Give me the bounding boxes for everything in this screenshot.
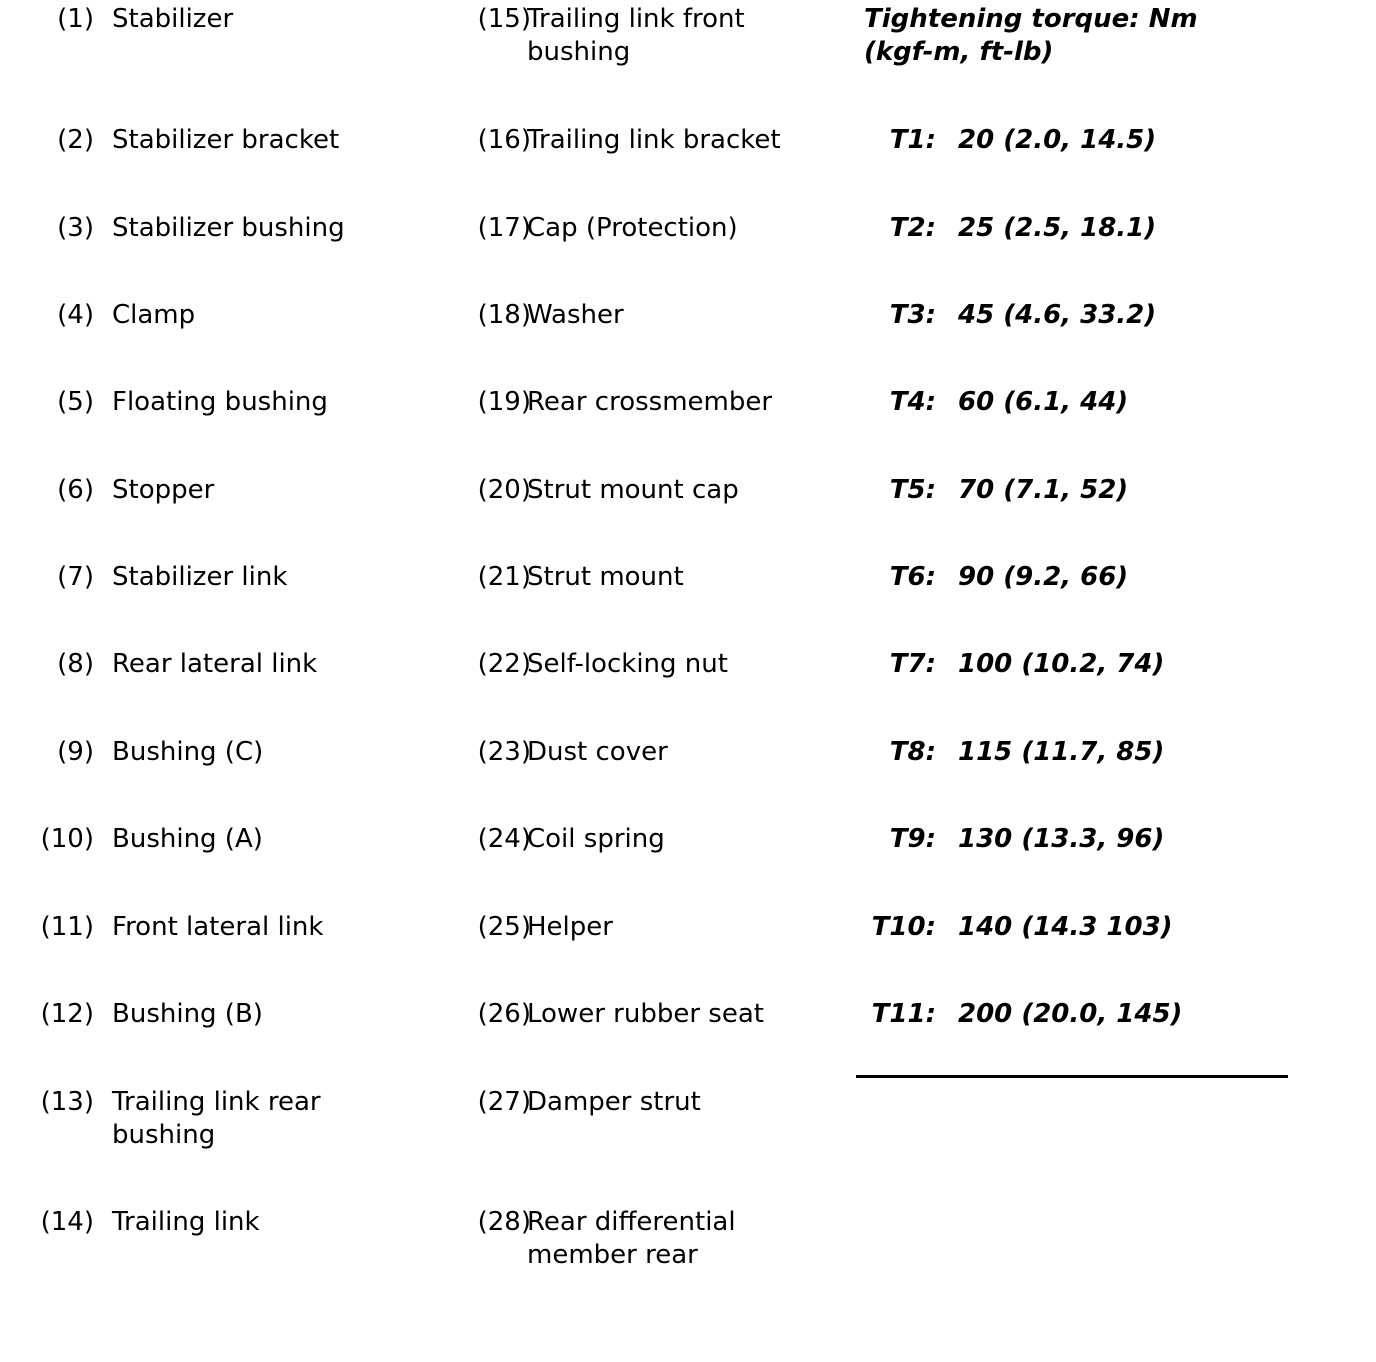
part-label: Cap (Protection) bbox=[527, 213, 738, 243]
part-number: (22) bbox=[477, 649, 531, 679]
part-number: (25) bbox=[477, 912, 531, 942]
torque-title: Tightening torque: Nm (kgf-m, ft-lb) bbox=[864, 4, 1198, 67]
part-number: (26) bbox=[477, 999, 531, 1029]
torque-value: 25 (2.5, 18.1) bbox=[958, 213, 1157, 243]
part-label: Bushing (A) bbox=[112, 824, 263, 854]
torque-key: T2: bbox=[889, 213, 936, 243]
part-number: (19) bbox=[477, 387, 531, 417]
part-number: (28) bbox=[477, 1207, 531, 1237]
torque-value: 60 (6.1, 44) bbox=[958, 387, 1129, 417]
torque-key: T8: bbox=[889, 737, 936, 767]
torque-key: T4: bbox=[889, 387, 936, 417]
part-label: Rear lateral link bbox=[112, 649, 318, 679]
part-label: Rear crossmember bbox=[527, 387, 773, 417]
part-number: (16) bbox=[477, 125, 531, 155]
part-number: (14) bbox=[40, 1207, 94, 1237]
part-number: (4) bbox=[57, 300, 94, 330]
part-label: Stabilizer link bbox=[112, 562, 288, 592]
divider bbox=[856, 1075, 1288, 1078]
part-label: Trailing link bracket bbox=[527, 125, 781, 155]
part-label: Self-locking nut bbox=[527, 649, 728, 679]
part-label: Lower rubber seat bbox=[527, 999, 764, 1029]
torque-key: T1: bbox=[889, 125, 936, 155]
part-number: (23) bbox=[477, 737, 531, 767]
part-label: Floating bushing bbox=[112, 387, 328, 417]
part-number: (20) bbox=[477, 475, 531, 505]
part-label: Washer bbox=[527, 300, 624, 330]
part-label: Coil spring bbox=[527, 824, 665, 854]
part-label: Bushing (C) bbox=[112, 737, 264, 767]
part-number: (10) bbox=[40, 824, 94, 854]
torque-value: 20 (2.0, 14.5) bbox=[958, 125, 1157, 155]
part-label: Stabilizer bbox=[112, 4, 234, 34]
part-label: Rear differential member rear bbox=[527, 1207, 736, 1270]
torque-key: T11: bbox=[871, 999, 936, 1029]
part-label: Stabilizer bushing bbox=[112, 213, 345, 243]
torque-value: 115 (11.7, 85) bbox=[958, 737, 1165, 767]
part-label: Dust cover bbox=[527, 737, 668, 767]
torque-value: 90 (9.2, 66) bbox=[958, 562, 1129, 592]
part-label: Stopper bbox=[112, 475, 215, 505]
part-label: Stabilizer bracket bbox=[112, 125, 340, 155]
part-label: Helper bbox=[527, 912, 613, 942]
torque-key: T9: bbox=[889, 824, 936, 854]
part-number: (6) bbox=[57, 475, 94, 505]
part-number: (2) bbox=[57, 125, 94, 155]
part-label: Front lateral link bbox=[112, 912, 324, 942]
part-number: (8) bbox=[57, 649, 94, 679]
part-number: (12) bbox=[40, 999, 94, 1029]
part-number: (11) bbox=[40, 912, 94, 942]
torque-value: 70 (7.1, 52) bbox=[958, 475, 1129, 505]
torque-value: 130 (13.3, 96) bbox=[958, 824, 1165, 854]
torque-key: T5: bbox=[889, 475, 936, 505]
part-label: Trailing link rear bushing bbox=[112, 1087, 321, 1150]
torque-key: T7: bbox=[889, 649, 936, 679]
part-number: (5) bbox=[57, 387, 94, 417]
part-number: (24) bbox=[477, 824, 531, 854]
torque-value: 200 (20.0, 145) bbox=[958, 999, 1183, 1029]
part-number: (21) bbox=[477, 562, 531, 592]
part-number: (17) bbox=[477, 213, 531, 243]
torque-value: 140 (14.3 103) bbox=[958, 912, 1173, 942]
part-number: (27) bbox=[477, 1087, 531, 1117]
part-label: Strut mount cap bbox=[527, 475, 739, 505]
part-number: (3) bbox=[57, 213, 94, 243]
part-number: (18) bbox=[477, 300, 531, 330]
part-label: Trailing link front bushing bbox=[527, 4, 745, 67]
torque-value: 100 (10.2, 74) bbox=[958, 649, 1165, 679]
part-label: Bushing (B) bbox=[112, 999, 263, 1029]
part-number: (9) bbox=[57, 737, 94, 767]
torque-value: 45 (4.6, 33.2) bbox=[958, 300, 1157, 330]
part-number: (15) bbox=[477, 4, 531, 34]
torque-key: T3: bbox=[889, 300, 936, 330]
part-label: Damper strut bbox=[527, 1087, 701, 1117]
torque-key: T10: bbox=[871, 912, 936, 942]
torque-key: T6: bbox=[889, 562, 936, 592]
part-number: (7) bbox=[57, 562, 94, 592]
part-label: Strut mount bbox=[527, 562, 684, 592]
part-number: (1) bbox=[57, 4, 94, 34]
part-label: Trailing link bbox=[112, 1207, 260, 1237]
part-label: Clamp bbox=[112, 300, 196, 330]
part-number: (13) bbox=[40, 1087, 94, 1117]
